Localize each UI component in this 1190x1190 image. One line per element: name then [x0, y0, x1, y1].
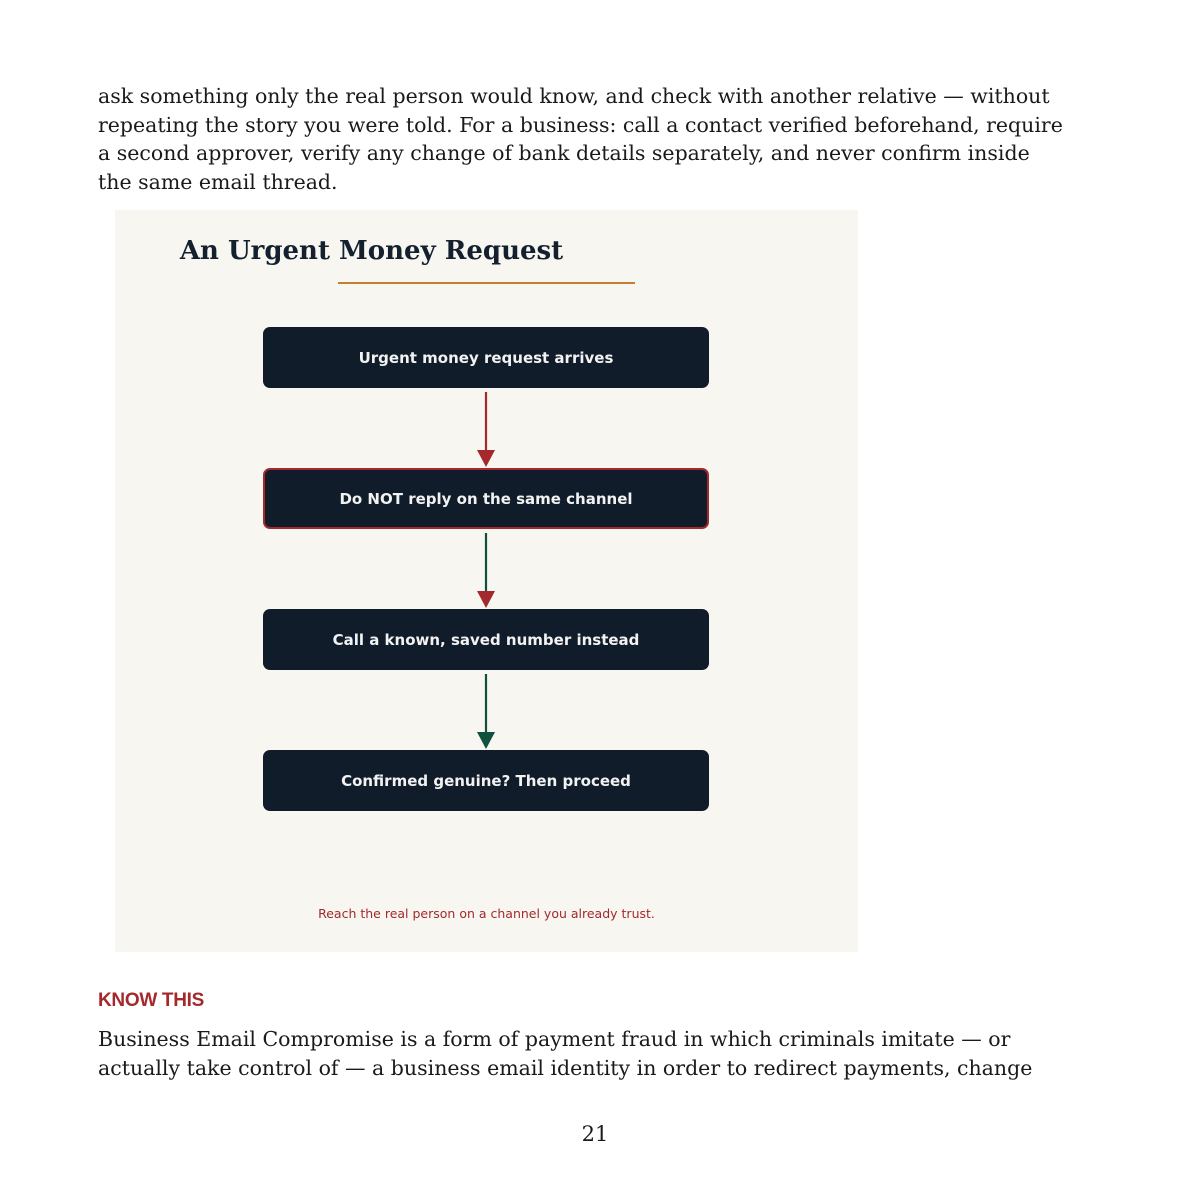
paragraph-line: Business Email Compromise is a form of payment fraud in which criminals imitate — or [98, 1027, 1011, 1051]
flow-step-confirmed-proceed: Confirmed genuine? Then proceed [263, 750, 709, 811]
paragraph-line: actually take control of — a business email identity in order to redirect payments, change [98, 1055, 1033, 1080]
callout-heading: KNOW THIS [98, 990, 205, 1011]
body-paragraph-bottom [98, 1025, 1110, 1082]
figure-title: An Urgent Money Request [179, 236, 564, 266]
paragraph-line: repeating the story you were told. For a business: call a contact verified beforehand, require [98, 112, 1063, 137]
paragraph-line: a second approver, verify any change of bank details separately, and never confirm inside [98, 141, 1030, 166]
body-paragraph-top [98, 82, 1110, 196]
flow-step-do-not-reply: Do NOT reply on the same channel [263, 468, 709, 529]
paragraph-line: the same email thread. [98, 169, 338, 194]
flow-step-call-known-number: Call a known, saved number instead [263, 609, 709, 670]
title-underline [338, 282, 635, 284]
flowchart-figure [115, 210, 858, 952]
paragraph-line: ask something only the real person would know, and check with another relative — without [98, 84, 1050, 108]
flow-step-request-arrives: Urgent money request arrives [263, 327, 709, 388]
page-number: 21 [581, 1122, 609, 1146]
figure-caption: Reach the real person on a channel you already trust. [318, 906, 655, 921]
